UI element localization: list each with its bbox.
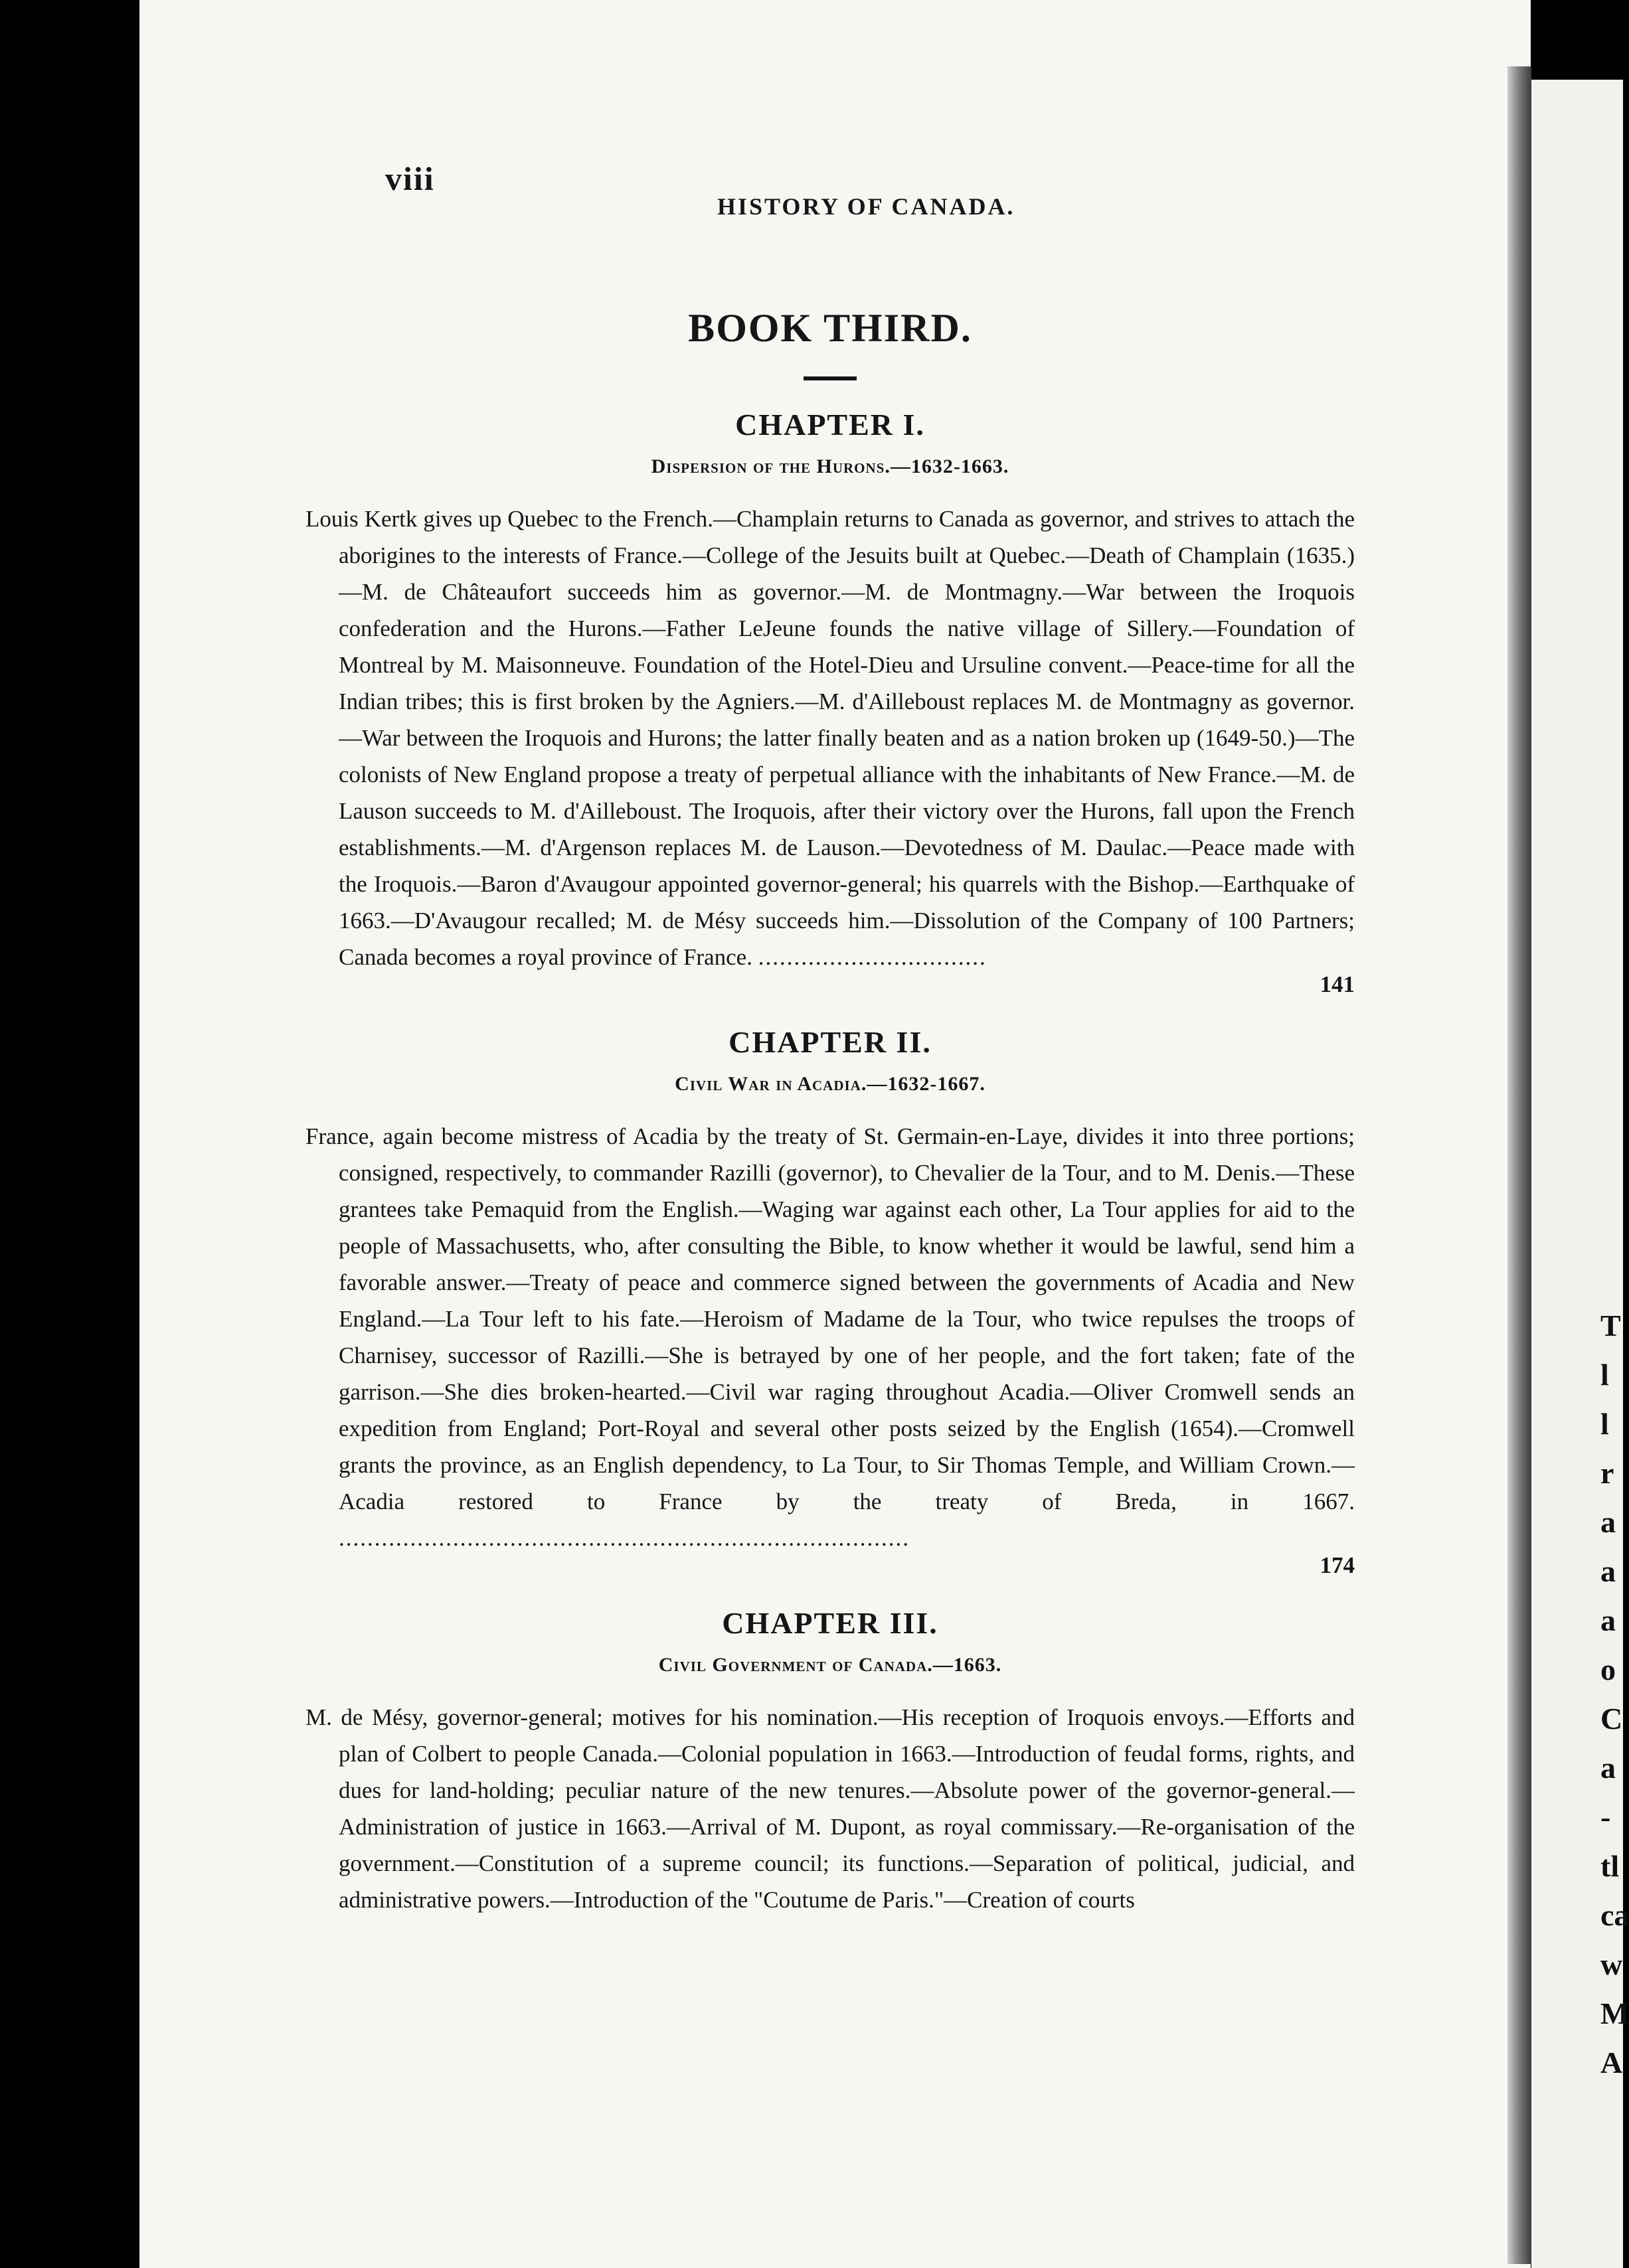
edge-glyph: o <box>1600 1653 1616 1686</box>
chapter-page-ref: 141 <box>1320 971 1355 997</box>
edge-glyph: a <box>1600 1603 1616 1637</box>
chapter-heading: CHAPTER I. <box>735 408 925 442</box>
edge-glyph: a <box>1600 1505 1616 1539</box>
chapter-1 <box>305 407 1355 998</box>
dot-leader: ................................ <box>758 944 987 970</box>
chapter-3 <box>305 1605 1355 1918</box>
running-head <box>305 146 1355 219</box>
edge-glyph: ca <box>1600 1898 1629 1932</box>
edge-glyph: C <box>1600 1702 1623 1736</box>
edge-glyph: M <box>1600 1996 1629 2030</box>
chapter-subtitle: Dispersion of the Hurons.—1632-1663. <box>651 455 1009 477</box>
edge-glyph: T <box>1600 1309 1621 1342</box>
dot-leader: ................................................................................ <box>339 1525 910 1551</box>
edge-glyph: w <box>1600 1947 1623 1981</box>
chapter-page-ref: 174 <box>1320 1552 1355 1578</box>
summary-text: Louis Kertk gives up Quebec to the French.—Champlain returns to Canada as governor, and strives to attach the aborigines to the interests of France.—College of the Jesuits built at Quebec.—Death of Champlain (1635.)—M. de Châteaufort succeeds him as governor.—M. de Montmagny.—War between the Iroquois confederation and the Hurons.—Father LeJeune founds the native village of Sillery.—Foundation of Montreal by M. Maisonneuve. Foundation of the Hotel-Dieu and Ursuline convent.—Peace-time for all the Indian tribes; this is first broken by the Agniers.—M. d'Ailleboust replaces M. de Montmagny as governor.—War between the Iroquois and Hurons; the latter finally beaten and as a nation broken up (1649-50.)—The colonists of New England propose a treaty of perpetual alliance with the inhabitants of New France.—M. de Lauson succeeds to M. d'Ailleboust. The Iroquois, after their victory over the Hurons, fall upon the French establishments.—M. d'Argenson replaces M. de Lauson.—Devotedness of M. Daulac.—Peace made with the Iroquois.—Baron d'Avaugour appointed governor-general; his quarrels with the Bishop.—Earthquake of 1663.—D'Avaugour recalled; M. de Mésy succeeds him.—Dissolution of the Company of 100 Partners; Canada becomes a royal province of France. <box>305 506 1355 970</box>
running-title: HISTORY OF CANADA. <box>717 193 1015 220</box>
edge-glyph: - <box>1600 1800 1611 1834</box>
chapter-summary <box>305 1118 1355 1556</box>
edge-glyph: r <box>1600 1456 1614 1490</box>
facing-page-text <box>1600 1301 1629 2087</box>
chapter-summary <box>305 1699 1355 1918</box>
book-heading: BOOK THIRD. <box>688 306 972 350</box>
chapter-2 <box>305 1024 1355 1579</box>
edge-glyph: A <box>1600 2046 1623 2079</box>
edge-glyph: a <box>1600 1554 1616 1588</box>
page-number: viii <box>385 160 435 197</box>
chapter-subtitle: Civil Government of Canada.—1663. <box>658 1654 1002 1676</box>
heading-rule <box>804 376 857 380</box>
chapter-summary <box>305 501 1355 975</box>
page-fold <box>1507 66 1531 2264</box>
summary-text: France, again become mistress of Acadia by the treaty of St. Germain-en-Laye, divides it into three portions; consigned, respectively, to commander Razilli (governor), to Chevalier de la Tour, and to M. Denis.—These grantees take Pemaquid from the English.—Waging war against each other, La Tour applies for aid to the people of Massachusetts, who, after consulting the Bible, to know whether it would be lawful, send him a favorable answer.—Treaty of peace and commerce signed between the governments of Acadia and New England.—La Tour left to his fate.—Heroism of Madame de la Tour, who twice repulses the troops of Charnisey, successor of Razilli.—She is betrayed by one of her people, and the fort taken; fate of the garrison.—She dies broken-hearted.—Civil war raging throughout Acadia.—Oliver Cromwell sends an expedition from England; Port-Royal and several other posts seized by the English (1654).—Cromwell grants the province, as an English dependency, to La Tour, to Sir Thomas Temple, and William Crown.—Acadia restored to France by the treaty of Breda, in 1667. <box>305 1123 1355 1514</box>
chapter-subtitle: Civil War in Acadia.—1632-1667. <box>675 1073 986 1095</box>
chapter-heading: CHAPTER III. <box>722 1606 938 1640</box>
page-content <box>305 146 1355 1918</box>
edge-glyph: tl <box>1600 1849 1620 1883</box>
chapter-heading: CHAPTER II. <box>729 1025 932 1059</box>
edge-glyph: l <box>1600 1407 1609 1441</box>
edge-glyph: l <box>1600 1358 1609 1392</box>
summary-text: M. de Mésy, governor-general; motives for his nomination.—His reception of Iroquois envoys.—Efforts and plan of Colbert to people Canada.—Colonial population in 1663.—Introduction of feudal forms, rights, and dues for land-holding; peculiar nature of the new tenures.—Absolute power of the governor-general.—Administration of justice in 1663.—Arrival of M. Dupont, as royal commissary.—Re-organisation of the government.—Constitution of a supreme council; its functions.—Separation of political, judicial, and administrative powers.—Introduction of the "Coutume de Paris."—Creation of courts <box>305 1704 1355 1913</box>
edge-glyph: a <box>1600 1751 1616 1785</box>
